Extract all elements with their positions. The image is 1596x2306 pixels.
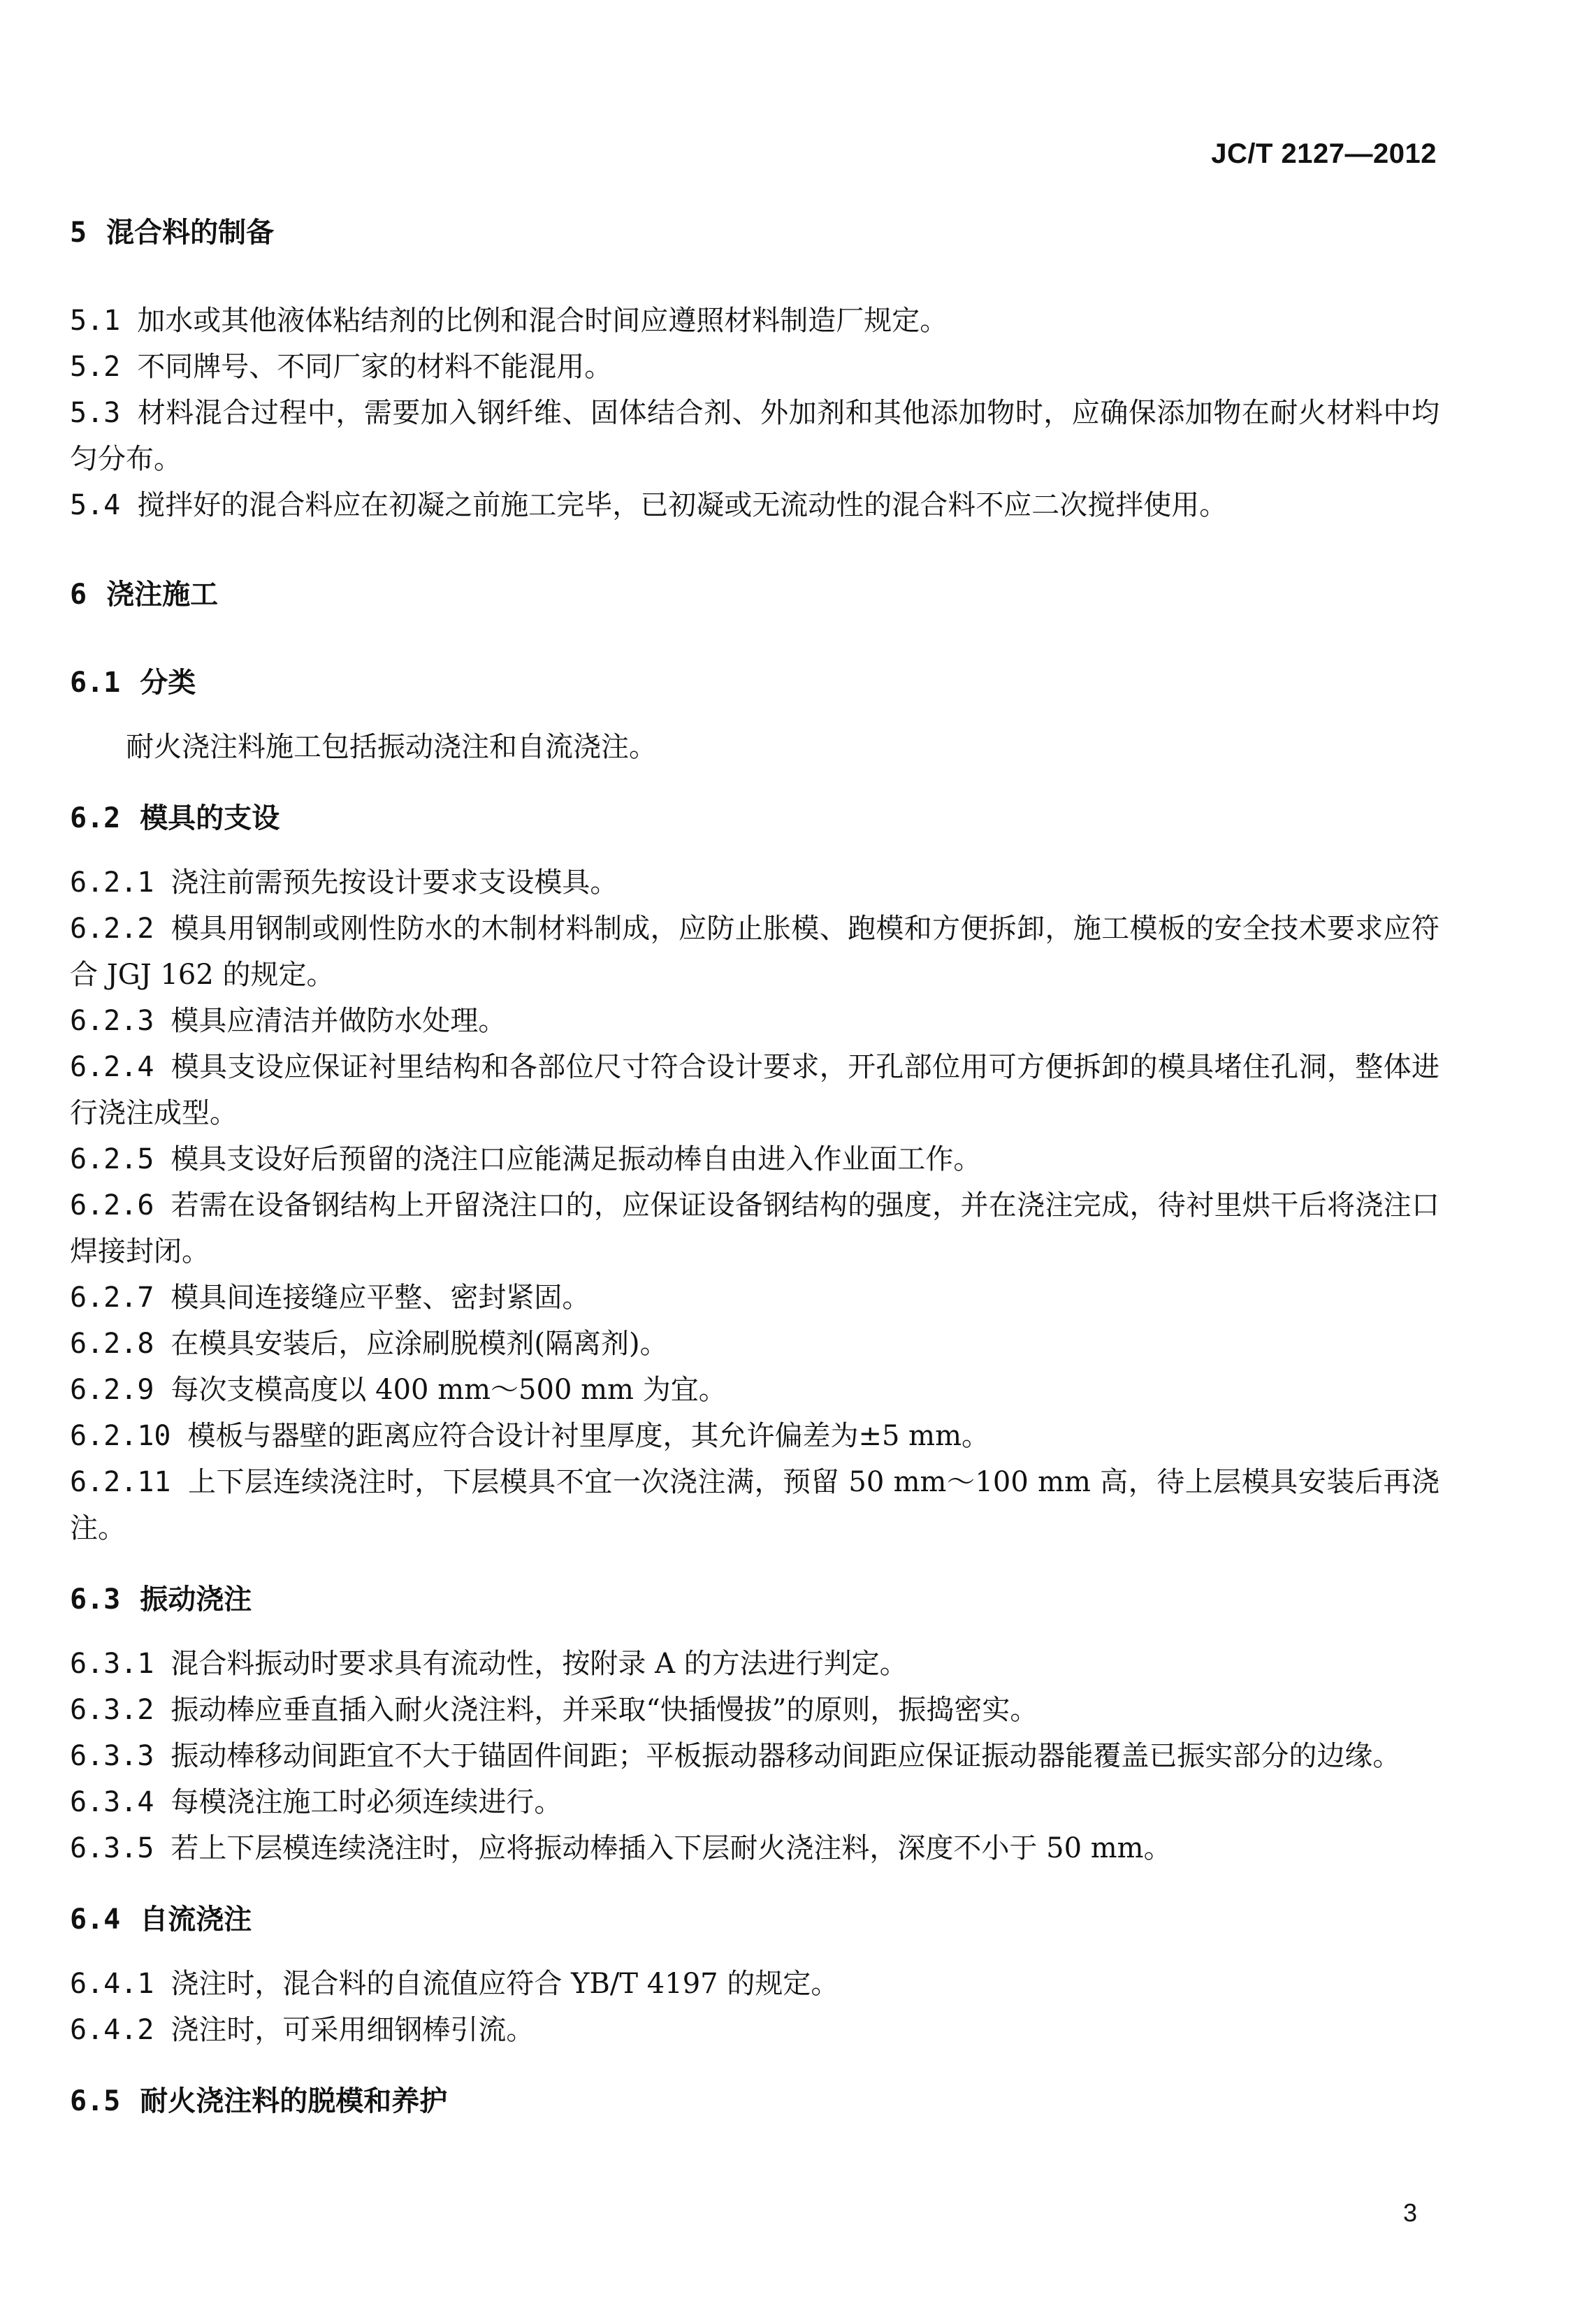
clause-number: 6.3.5 [70, 1832, 154, 1864]
clause-paragraph [70, 344, 1439, 390]
clause-text: 耐火浇注料施工包括振动浇注和自流浇注。 [126, 731, 657, 763]
clause-number: 6.2 [70, 802, 121, 834]
clause-paragraph [70, 1367, 1439, 1413]
clause-text: 耐火浇注料的脱模和养护 [140, 2084, 448, 2117]
clause-number: 5 [70, 217, 87, 249]
clause-number: 5.1 [70, 305, 121, 337]
clause-paragraph [70, 860, 1439, 906]
clause-text: 模具支设好后预留的浇注口应能满足振动棒自由进入作业面工作。 [171, 1143, 982, 1175]
clause-paragraph [70, 1733, 1439, 1779]
clause-number: 6.3.3 [70, 1740, 154, 1772]
clause-number: 6.2.11 [70, 1466, 171, 1498]
clause-paragraph [70, 998, 1439, 1044]
clause-text: 振动浇注 [140, 1583, 252, 1616]
clause-number: 6.3.2 [70, 1694, 154, 1726]
clause-text: 浇注施工 [106, 578, 219, 611]
clause-text: 模具的支设 [140, 802, 280, 834]
clause-text: 模具间连接缝应平整、密封紧固。 [171, 1282, 590, 1314]
clause-number: 6.2.1 [70, 866, 154, 899]
clause-number: 6.2.5 [70, 1143, 154, 1175]
clause-number: 6.2.4 [70, 1051, 154, 1083]
clause-paragraph [70, 1825, 1439, 1871]
clause-paragraph [70, 1641, 1439, 1687]
clause-text: 每模浇注施工时必须连续进行。 [171, 1786, 563, 1818]
section-heading [70, 572, 1439, 618]
standard-code: JC/T 2127—2012 [1211, 138, 1437, 169]
subsection-heading [70, 1576, 1439, 1623]
clause-text: 搅拌好的混合料应在初凝之前施工完毕，已初凝或无流动性的混合料不应二次搅拌使用。 [137, 489, 1228, 521]
clause-paragraph [70, 1136, 1439, 1182]
clause-text: 振动棒应垂直插入耐火浇注料，并采取“快插慢拔”的原则，振捣密实。 [171, 1694, 1038, 1726]
clause-number: 6.2.2 [70, 913, 154, 945]
clause-paragraph [70, 482, 1439, 528]
clause-paragraph [70, 1413, 1439, 1459]
clause-number: 6.3 [70, 1583, 121, 1616]
clause-number: 6.4 [70, 1903, 121, 1936]
clause-text: 每次支模高度以 400 mm～500 mm 为宜。 [171, 1374, 727, 1406]
clause-number: 6.5 [70, 2085, 121, 2117]
clause-text: 若需在设备钢结构上开留浇注口的，应保证设备钢结构的强度，并在浇注完成，待衬里烘干后将浇注口焊接封闭。 [70, 1189, 1439, 1268]
clause-text: 自流浇注 [140, 1903, 252, 1936]
clause-number: 5.4 [70, 489, 121, 521]
clause-text: 模具应清洁并做防水处理。 [171, 1005, 507, 1037]
clause-text: 模板与器壁的距离应符合设计衬里厚度，其允许偏差为±5 mm。 [187, 1420, 990, 1452]
clause-text: 浇注前需预先按设计要求支设模具。 [171, 866, 618, 899]
clause-paragraph [70, 724, 1439, 770]
clause-text: 模具用钢制或刚性防水的木制材料制成，应防止胀模、跑模和方便拆卸，施工模板的安全技术要求应符合 JGJ 162 的规定。 [70, 913, 1439, 991]
clause-paragraph [70, 298, 1439, 344]
clause-number: 6.2.8 [70, 1328, 154, 1360]
clause-paragraph [70, 2007, 1439, 2053]
clause-text: 在模具安装后，应涂刷脱模剂(隔离剂)。 [171, 1328, 668, 1360]
clause-number: 6.3.1 [70, 1648, 154, 1680]
clause-number: 6.1 [70, 667, 121, 699]
clause-text: 不同牌号、不同厂家的材料不能混用。 [137, 351, 613, 383]
clause-paragraph [70, 390, 1439, 482]
clause-number: 6.2.9 [70, 1374, 154, 1406]
document-body [70, 210, 1439, 2142]
clause-text: 混合料的制备 [106, 216, 275, 249]
clause-paragraph [70, 1275, 1439, 1321]
clause-number: 6 [70, 579, 87, 611]
clause-number: 5.2 [70, 351, 121, 383]
clause-text: 浇注时，可采用细钢棒引流。 [171, 2014, 535, 2046]
clause-paragraph [70, 1961, 1439, 2007]
clause-text: 模具支设应保证衬里结构和各部位尺寸符合设计要求，开孔部位用可方便拆卸的模具堵住孔洞，整体进行浇注成型。 [70, 1051, 1439, 1129]
clause-paragraph [70, 906, 1439, 998]
clause-paragraph [70, 1459, 1439, 1551]
clause-paragraph [70, 1779, 1439, 1825]
clause-number: 5.3 [70, 397, 121, 429]
clause-paragraph [70, 1182, 1439, 1275]
clause-number: 6.2.6 [70, 1189, 154, 1221]
clause-number: 6.4.2 [70, 2014, 154, 2046]
clause-text: 分类 [140, 666, 196, 699]
clause-number: 6.3.4 [70, 1786, 154, 1818]
clause-text: 混合料振动时要求具有流动性，按附录 A 的方法进行判定。 [171, 1648, 908, 1680]
subsection-heading [70, 2078, 1439, 2124]
clause-paragraph [70, 1044, 1439, 1136]
subsection-heading [70, 660, 1439, 706]
subsection-heading [70, 795, 1439, 841]
page-number: 3 [1402, 2198, 1417, 2227]
clause-text: 材料混合过程中，需要加入钢纤维、固体结合剂、外加剂和其他添加物时，应确保添加物在耐火材料中均匀分布。 [70, 397, 1439, 475]
clause-paragraph [70, 1321, 1439, 1367]
clause-number: 6.2.3 [70, 1005, 154, 1037]
clause-text: 上下层连续浇注时，下层模具不宜一次浇注满，预留 50 mm～100 mm 高，待上层模具安装后再浇注。 [70, 1466, 1439, 1544]
clause-text: 振动棒移动间距宜不大于锚固件间距；平板振动器移动间距应保证振动器能覆盖已振实部分的边缘。 [171, 1740, 1401, 1772]
clause-text: 加水或其他液体粘结剂的比例和混合时间应遵照材料制造厂规定。 [137, 305, 948, 337]
clause-text: 浇注时，混合料的自流值应符合 YB/T 4197 的规定。 [171, 1968, 839, 2000]
clause-number: 6.4.1 [70, 1968, 154, 2000]
section-heading [70, 210, 1439, 256]
clause-paragraph [70, 1687, 1439, 1733]
clause-number: 6.2.7 [70, 1282, 154, 1314]
clause-text: 若上下层模连续浇注时，应将振动棒插入下层耐火浇注料，深度不小于 50 mm。 [171, 1832, 1172, 1864]
clause-number: 6.2.10 [70, 1420, 171, 1452]
subsection-heading [70, 1897, 1439, 1943]
